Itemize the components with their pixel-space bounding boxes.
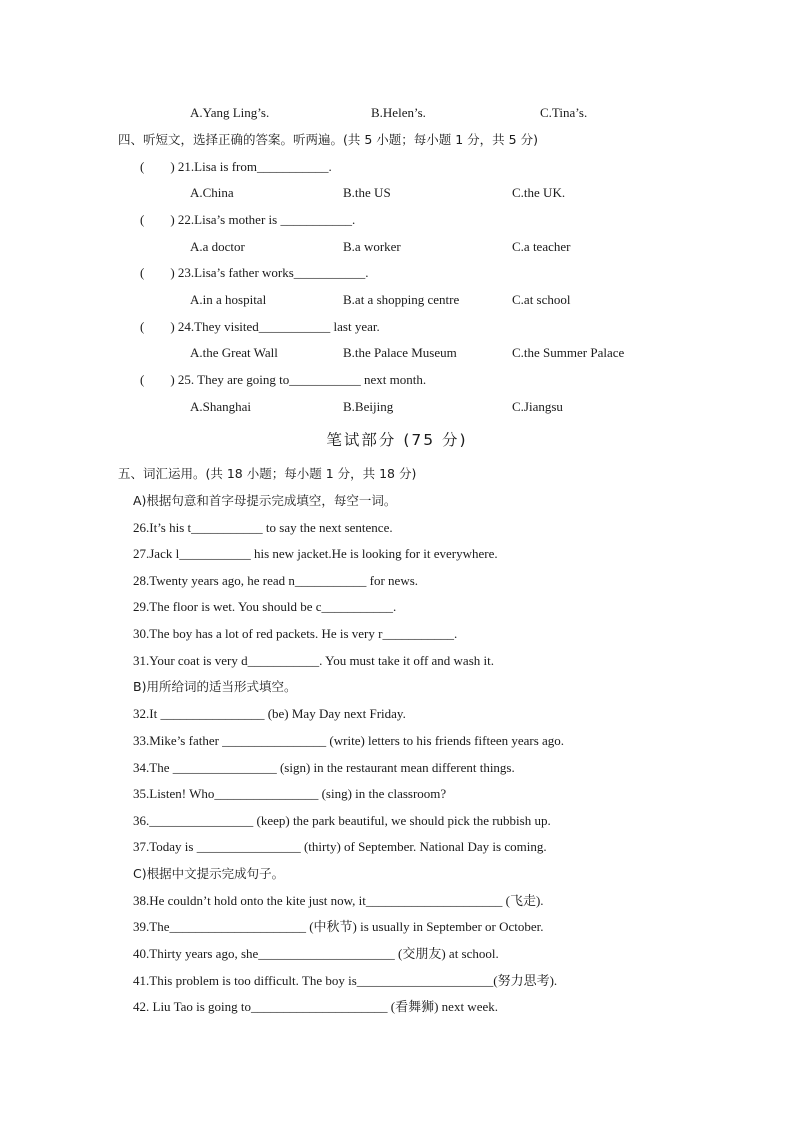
section5-heading: 五、词汇运用。(共 18 小题；每小题 1 分，共 18 分) xyxy=(118,466,417,481)
q24-option-c: C.the Summer Palace xyxy=(512,345,625,360)
q24-option-b: B.the Palace Museum xyxy=(343,345,457,360)
item-29: 29.The floor is wet. You should be c___________. xyxy=(133,599,397,614)
q23-option-a: A.in a hospital xyxy=(190,292,267,307)
q22-option-b: B.a worker xyxy=(343,239,401,254)
q21-option-c: C.the UK. xyxy=(512,185,566,200)
q25-option-b: B.Beijing xyxy=(343,399,394,414)
q23-option-b: B.at a shopping centre xyxy=(343,292,460,307)
q25-option-c: C.Jiangsu xyxy=(512,399,563,414)
q25-option-a: A.Shanghai xyxy=(190,399,252,414)
question-25: ( ) 25. They are going to___________ next month. xyxy=(140,372,427,387)
question-23: ( ) 23.Lisa’s father works___________. xyxy=(140,265,369,280)
item-31: 31.Your coat is very d___________. You must take it off and wash it. xyxy=(133,653,494,668)
q21-option-a: A.China xyxy=(190,185,234,200)
item-34: 34.The ________________ (sign) in the restaurant mean different things. xyxy=(133,760,515,775)
item-28: 28.Twenty years ago, he read n___________ for news. xyxy=(133,573,419,588)
item-40: 40.Thirty years ago, she_____________________ (交朋友) at school. xyxy=(133,946,499,961)
item-38: 38.He couldn’t hold onto the kite just now, it_____________________ (飞走). xyxy=(133,893,544,908)
q24-option-a: A.the Great Wall xyxy=(190,345,278,360)
written-part-title: 笔试部分 (75 分) xyxy=(326,431,468,449)
question-22: ( ) 22.Lisa’s mother is ___________. xyxy=(140,212,356,227)
item-30: 30.The boy has a lot of red packets. He is very r___________. xyxy=(133,626,458,641)
q21-option-b: B.the US xyxy=(343,185,391,200)
section4-heading: 四、听短文，选择正确的答案。听两遍。(共 5 小题；每小题 1 分，共 5 分) xyxy=(118,132,538,147)
q22-option-a: A.a doctor xyxy=(190,239,245,254)
part-a-instruction: A)根据句意和首字母提示完成填空，每空一词。 xyxy=(133,493,397,508)
item-27: 27.Jack l___________ his new jacket.He is looking for it everywhere. xyxy=(133,546,498,561)
part-c-instruction: C)根据中文提示完成句子。 xyxy=(133,866,285,881)
item-37: 37.Today is ________________ (thirty) of September. National Day is coming. xyxy=(133,839,547,854)
question-24: ( ) 24.They visited___________ last year. xyxy=(140,319,380,334)
option-a: A.Yang Ling’s. xyxy=(190,105,270,120)
question-21: ( ) 21.Lisa is from___________. xyxy=(140,159,332,174)
item-36: 36.________________ (keep) the park beautiful, we should pick the rubbish up. xyxy=(133,813,551,828)
q23-option-c: C.at school xyxy=(512,292,571,307)
item-39: 39.The_____________________ (中秋节) is usually in September or October. xyxy=(133,919,544,934)
item-32: 32.It ________________ (be) May Day next Friday. xyxy=(133,706,406,721)
item-26: 26.It’s his t___________ to say the next sentence. xyxy=(133,520,393,535)
item-35: 35.Listen! Who________________ (sing) in the classroom? xyxy=(133,786,447,801)
part-b-instruction: B)用所给词的适当形式填空。 xyxy=(133,679,297,694)
item-33: 33.Mike’s father ________________ (write) letters to his friends fifteen years ago. xyxy=(133,733,565,748)
option-b: B.Helen’s. xyxy=(371,105,426,120)
item-41: 41.This problem is too difficult. The boy is_____________________(努力思考). xyxy=(133,973,558,988)
q22-option-c: C.a teacher xyxy=(512,239,571,254)
item-42: 42. Liu Tao is going to_____________________ (看舞狮) next week. xyxy=(133,999,498,1014)
option-c: C.Tina’s. xyxy=(540,105,588,120)
